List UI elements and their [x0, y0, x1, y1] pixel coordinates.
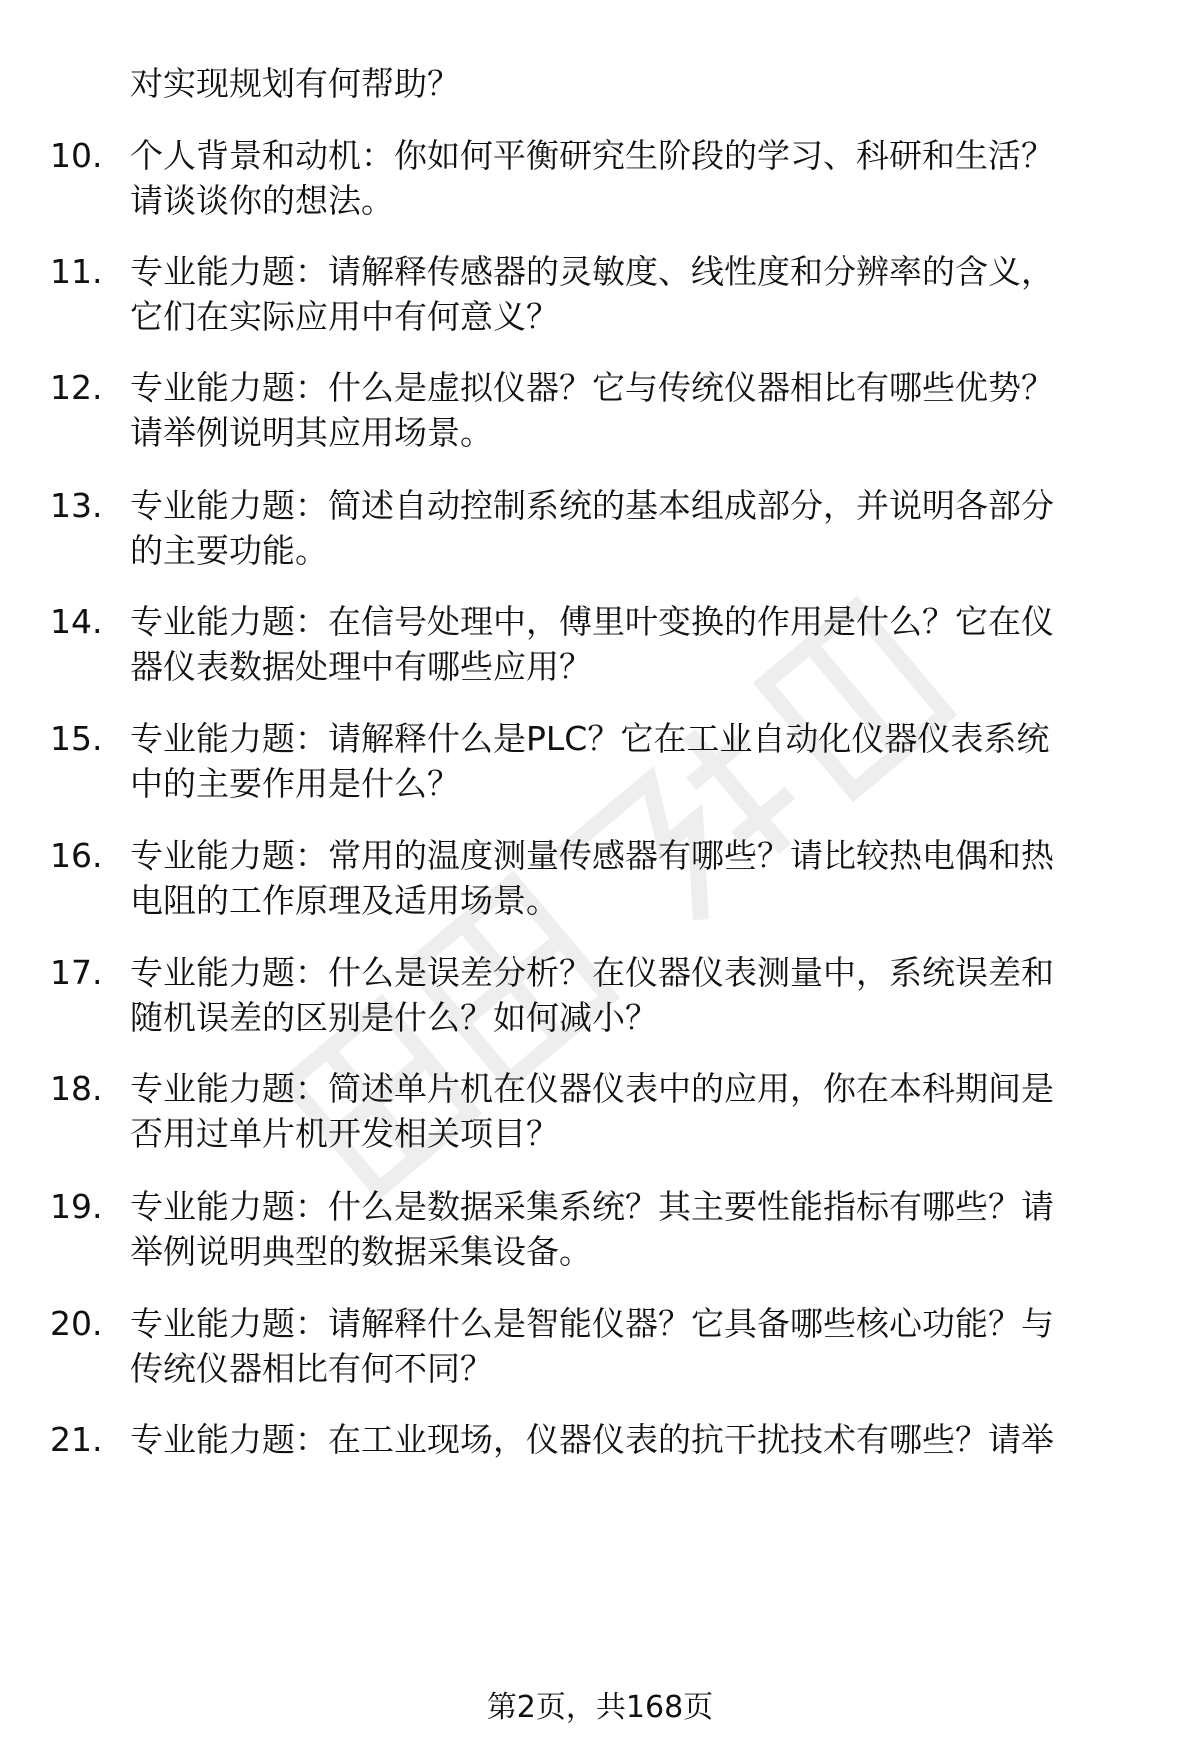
question-text: 器仪表数据处理中有哪些应用？: [130, 647, 592, 686]
question-text: 专业能力题：什么是数据采集系统？其主要性能指标有哪些？请: [130, 1187, 1054, 1226]
question-text: 专业能力题：请解释什么是PLC？它在工业自动化仪器仪表系统: [130, 719, 1050, 758]
question-text: 中的主要作用是什么？: [130, 764, 460, 803]
question-text: 专业能力题：简述单片机在仪器仪表中的应用，你在本科期间是: [130, 1069, 1054, 1108]
question-text: 传统仪器相比有何不同？: [130, 1349, 493, 1388]
question-number: 12.: [50, 368, 103, 407]
question-text: 随机误差的区别是什么？如何减小？: [130, 998, 658, 1037]
question-number: 14.: [50, 602, 103, 641]
question-number: 11.: [50, 252, 103, 291]
question-text: 电阻的工作原理及适用场景。: [130, 881, 559, 920]
question-number: 19.: [50, 1187, 103, 1226]
question-text: 专业能力题：在工业现场，仪器仪表的抗干扰技术有哪些？请举: [130, 1420, 1054, 1459]
question-number: 21.: [50, 1420, 103, 1459]
question-text: 举例说明典型的数据采集设备。: [130, 1232, 592, 1271]
question-text: 的主要功能。: [130, 531, 328, 570]
question-number: 18.: [50, 1069, 103, 1108]
question-text: 个人背景和动机：你如何平衡研究生阶段的学习、科研和生活？: [130, 136, 1054, 175]
question-number: 13.: [50, 486, 103, 525]
question-text: 否用过单片机开发相关项目？: [130, 1114, 559, 1153]
question-number: 20.: [50, 1304, 103, 1343]
question-text: 请举例说明其应用场景。: [130, 413, 493, 452]
question-text: 专业能力题：请解释传感器的灵敏度、线性度和分辨率的含义，: [130, 252, 1054, 291]
question-text: 专业能力题：什么是误差分析？在仪器仪表测量中，系统误差和: [130, 953, 1054, 992]
page-footer: 第2页，共168页: [486, 1690, 714, 1725]
question-text: 专业能力题：简述自动控制系统的基本组成部分，并说明各部分: [130, 486, 1054, 525]
question-text: 专业能力题：请解释什么是智能仪器？它具备哪些核心功能？与: [130, 1304, 1054, 1343]
question-number: 15.: [50, 719, 103, 758]
question-number: 17.: [50, 953, 103, 992]
question-text: 请谈谈你的想法。: [130, 181, 394, 220]
question-number: 16.: [50, 836, 103, 875]
question-text: 专业能力题：什么是虚拟仪器？它与传统仪器相比有哪些优势？: [130, 368, 1054, 407]
question-text: 专业能力题：常用的温度测量传感器有哪些？请比较热电偶和热: [130, 836, 1054, 875]
question-number: 10.: [50, 136, 103, 175]
question-text: 专业能力题：在信号处理中，傅里叶变换的作用是什么？它在仪: [130, 602, 1054, 641]
continuation-text: 对实现规划有何帮助？: [130, 64, 460, 103]
question-text: 它们在实际应用中有何意义？: [130, 297, 559, 336]
